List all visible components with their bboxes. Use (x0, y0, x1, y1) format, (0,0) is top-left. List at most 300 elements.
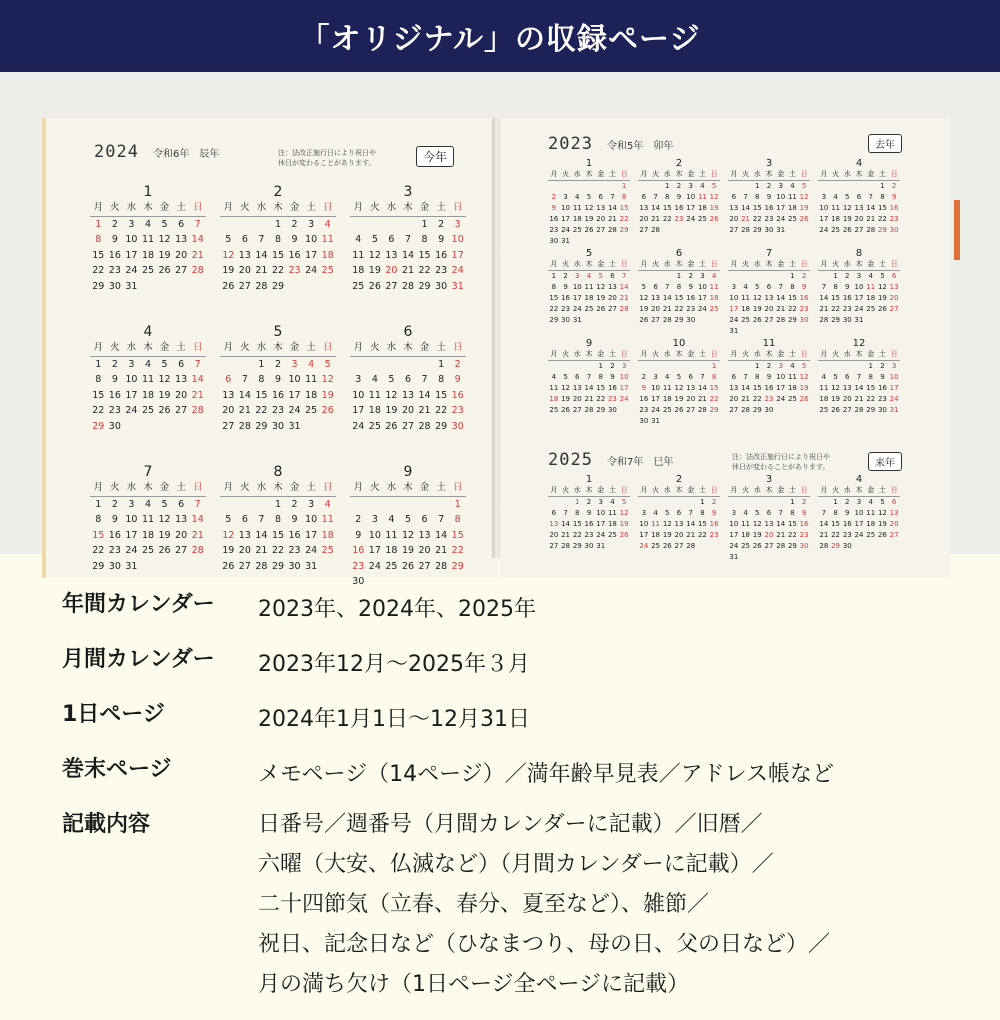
day-cell: 23 (686, 305, 696, 313)
empty-cell (697, 361, 709, 372)
weekday-label: 土 (787, 349, 799, 361)
empty-cell (237, 357, 254, 373)
day-cell: 22 (92, 405, 105, 416)
day-cell: 4 (790, 362, 795, 370)
weekday-label: 水 (661, 485, 673, 497)
day-cell: 20 (238, 545, 251, 556)
month-day-grid (818, 349, 900, 416)
day-cell: 22 (787, 305, 797, 313)
day-cell: 19 (158, 389, 171, 401)
day-cell: 8 (598, 373, 603, 381)
day-cell: 15 (271, 529, 285, 541)
day-cell: 18 (352, 265, 365, 276)
day-cell: 21 (819, 531, 829, 539)
day-cell: 6 (653, 283, 658, 291)
day-cell: 2 (880, 362, 885, 370)
day-cell: 15 (877, 204, 887, 212)
day-cell: 9 (291, 514, 298, 525)
day-cell: 10 (288, 374, 301, 385)
weekday-label: 月 (350, 340, 367, 357)
day-cell: 6 (598, 193, 603, 201)
month-day-grid (548, 349, 630, 416)
day-cell: 7 (621, 272, 627, 280)
weekday-label: 月 (548, 485, 560, 497)
weekday-label: 土 (877, 349, 889, 361)
day-cell: 4 (700, 182, 705, 190)
day-cell: 13 (686, 384, 696, 392)
empty-cell (661, 361, 673, 372)
empty-cell (751, 271, 763, 282)
day-cell: 30 (799, 316, 809, 324)
day-cell: 25 (572, 226, 582, 234)
month-day-grid (818, 259, 900, 326)
day-cell: 23 (889, 215, 899, 223)
month-day-grid (728, 169, 810, 236)
weekday-label: 水 (661, 259, 673, 271)
day-cell: 18 (787, 384, 797, 392)
day-cell: 22 (596, 395, 606, 403)
weekday-label: 月 (638, 259, 650, 271)
day-cell: 10 (651, 384, 661, 392)
day-cell: 13 (842, 384, 852, 392)
day-cell: 5 (621, 498, 627, 506)
day-cell: 27 (729, 406, 739, 414)
day-cell: 21 (255, 545, 268, 556)
era-label-2023: 令和5年 卯年 (606, 141, 674, 152)
day-cell: 30 (799, 542, 809, 550)
month-number: 4 (143, 324, 153, 340)
day-cell: 25 (787, 215, 797, 223)
day-cell: 24 (639, 542, 649, 550)
weekday-label: 土 (787, 259, 799, 271)
day-cell: 22 (572, 531, 582, 539)
day-cell: 8 (700, 509, 705, 517)
day-cell: 21 (561, 531, 571, 539)
day-cell: 31 (305, 560, 318, 572)
day-cell: 12 (222, 249, 235, 261)
day-cell: 25 (305, 405, 318, 416)
day-cell: 22 (271, 265, 285, 276)
day-cell: 27 (651, 316, 661, 324)
day-cell: 6 (225, 374, 232, 385)
day-cell: 7 (241, 374, 248, 385)
day-cell: 2 (610, 362, 615, 370)
month-calendar (220, 324, 336, 434)
day-cell: 30 (108, 420, 121, 432)
day-cell: 30 (108, 280, 121, 292)
empty-cell (818, 181, 830, 192)
day-cell: 18 (321, 529, 334, 541)
day-cell: 4 (868, 498, 873, 506)
day-cell: 5 (801, 182, 807, 190)
weekday-label: 月 (548, 169, 560, 181)
day-cell: 3 (128, 358, 135, 370)
weekday-label: 火 (740, 169, 752, 181)
weekday-label: 土 (433, 340, 450, 357)
day-cell: 29 (271, 280, 285, 292)
day-cell: 12 (561, 384, 571, 392)
day-cell: 30 (561, 316, 571, 324)
day-cell: 20 (596, 215, 606, 223)
day-cell: 24 (288, 405, 301, 416)
day-cell: 29 (831, 542, 841, 550)
month-number: 3 (765, 158, 773, 169)
day-cell: 25 (831, 226, 841, 234)
day-cell: 21 (741, 215, 751, 223)
day-cell: 12 (799, 373, 809, 381)
day-cell: 2 (766, 362, 772, 370)
weekday-label: 土 (877, 259, 889, 271)
spec-label: 巻末ページ (62, 757, 172, 782)
day-cell: 9 (845, 509, 850, 517)
weekday-label: 月 (818, 169, 830, 181)
day-cell: 4 (711, 272, 717, 280)
empty-cell (595, 181, 607, 192)
day-cell: 16 (889, 204, 899, 212)
day-cell: 10 (854, 283, 864, 291)
weekday-label: 木 (583, 259, 595, 271)
day-cell: 23 (108, 405, 121, 416)
day-cell: 5 (845, 193, 850, 201)
weekday-label: 土 (173, 340, 190, 357)
weekday-label: 土 (697, 485, 709, 497)
empty-cell (661, 497, 673, 508)
month-number: 6 (675, 248, 683, 259)
weekday-label: 日 (798, 259, 810, 271)
day-cell: 16 (877, 384, 887, 392)
day-cell: 1 (575, 498, 580, 506)
day-cell: 19 (619, 520, 629, 528)
weekday-label: 木 (853, 349, 865, 361)
weekday-label: 金 (156, 480, 173, 497)
day-cell: 25 (549, 406, 559, 414)
day-cell: 24 (305, 545, 318, 556)
day-cell: 11 (368, 389, 381, 401)
day-cell: 13 (889, 509, 899, 517)
day-cell: 6 (731, 373, 737, 381)
day-cell: 27 (607, 305, 617, 313)
day-cell: 20 (729, 215, 739, 223)
day-cell: 25 (352, 280, 365, 292)
day-cell: 8 (868, 373, 873, 381)
day-cell: 21 (191, 389, 204, 401)
weekday-label: 火 (107, 480, 124, 497)
day-cell: 17 (572, 294, 582, 302)
weekday-label: 月 (350, 200, 367, 217)
weekday-label: 水 (841, 169, 853, 181)
day-cell: 21 (741, 395, 751, 403)
empty-cell (400, 217, 417, 233)
weekday-label: 月 (220, 340, 237, 357)
day-cell: 16 (435, 249, 448, 261)
day-cell: 25 (866, 531, 876, 539)
empty-cell (638, 497, 650, 508)
empty-cell (740, 181, 752, 192)
weekday-label: 金 (685, 259, 697, 271)
empty-cell (383, 497, 400, 513)
day-cell: 25 (607, 531, 617, 539)
day-cell: 8 (880, 193, 885, 201)
day-cell: 13 (175, 514, 188, 525)
weekday-label: 月 (818, 485, 830, 497)
weekday-label: 日 (618, 259, 630, 271)
day-cell: 5 (755, 283, 760, 291)
weekday-label: 月 (638, 169, 650, 181)
month-day-grid (90, 200, 206, 294)
day-cell: 28 (191, 545, 204, 556)
day-cell: 20 (175, 249, 188, 261)
empty-cell (383, 357, 400, 373)
day-cell: 13 (238, 249, 251, 261)
day-cell: 27 (764, 542, 774, 550)
empty-cell (650, 181, 662, 192)
day-cell: 5 (161, 218, 168, 230)
day-cell: 9 (766, 373, 772, 381)
weekday-label: 土 (877, 485, 889, 497)
day-cell: 1 (438, 358, 445, 370)
day-cell: 11 (141, 514, 155, 525)
day-cell: 19 (877, 520, 887, 528)
day-cell: 1 (880, 182, 885, 190)
day-cell: 1 (95, 358, 102, 370)
day-cell: 8 (621, 193, 627, 201)
day-cell: 4 (665, 373, 670, 381)
day-cell: 28 (741, 226, 751, 234)
day-cell: 29 (418, 280, 431, 292)
day-cell: 26 (709, 215, 719, 223)
empty-cell (560, 497, 572, 508)
day-cell: 7 (258, 234, 265, 245)
day-cell: 8 (421, 234, 428, 245)
weekday-label: 火 (560, 349, 572, 361)
day-cell: 2 (801, 498, 807, 506)
day-cell: 28 (819, 542, 829, 550)
day-cell: 21 (191, 249, 204, 261)
month-calendar (548, 474, 630, 552)
day-cell: 25 (787, 395, 797, 403)
day-cell: 8 (833, 283, 838, 291)
day-cell: 3 (821, 193, 827, 201)
day-cell: 25 (368, 420, 381, 432)
day-cell: 12 (158, 374, 171, 385)
day-cell: 4 (388, 514, 395, 525)
day-cell: 26 (561, 406, 571, 414)
day-cell: 8 (833, 509, 838, 517)
month-day-grid (728, 259, 810, 337)
day-cell: 10 (729, 520, 739, 528)
weekday-label: 日 (449, 200, 466, 217)
day-cell: 18 (831, 215, 841, 223)
weekday-label: 金 (286, 340, 303, 357)
day-cell: 17 (729, 531, 739, 539)
weekday-label: 水 (123, 480, 140, 497)
day-cell: 10 (561, 204, 571, 212)
month-calendar (350, 464, 466, 590)
month-day-grid (728, 485, 810, 563)
day-cell: 3 (891, 362, 897, 370)
day-cell: 7 (778, 509, 783, 517)
weekday-label: 土 (697, 349, 709, 361)
empty-cell (638, 361, 650, 372)
weekday-label: 木 (140, 200, 157, 217)
day-cell: 25 (584, 305, 594, 313)
day-cell: 31 (596, 542, 606, 550)
day-cell: 4 (144, 218, 152, 230)
day-cell: 31 (889, 406, 899, 414)
day-cell: 30 (288, 560, 301, 572)
spec-row-daily (62, 700, 834, 740)
day-cell: 26 (368, 280, 381, 292)
year-label-2023: 2023 (548, 134, 593, 154)
day-cell: 14 (435, 529, 448, 541)
day-cell: 9 (355, 529, 362, 541)
day-cell: 2 (711, 498, 717, 506)
weekday-label: 金 (416, 340, 433, 357)
day-cell: 23 (549, 226, 559, 234)
day-cell: 15 (787, 520, 797, 528)
weekday-label: 水 (383, 200, 400, 217)
day-cell: 20 (572, 395, 582, 403)
day-cell: 3 (700, 272, 705, 280)
empty-cell (571, 181, 583, 192)
weekday-label: 土 (173, 200, 190, 217)
day-cell: 9 (688, 283, 693, 291)
day-cell: 13 (401, 389, 415, 401)
day-cell: 9 (845, 283, 850, 291)
day-cell: 6 (388, 234, 395, 245)
month-day-grid (220, 340, 336, 434)
day-cell: 12 (584, 204, 594, 212)
day-cell: 10 (125, 374, 138, 385)
day-cell: 23 (799, 531, 809, 539)
day-cell: 23 (584, 531, 594, 539)
day-cell: 18 (572, 215, 582, 223)
weekday-label: 火 (367, 480, 384, 497)
day-cell: 5 (801, 362, 807, 370)
era-label-2025: 令和7年 巳年 (606, 457, 674, 468)
day-cell: 22 (451, 545, 464, 556)
day-cell: 16 (288, 529, 301, 541)
year-header (94, 142, 219, 162)
day-cell: 31 (651, 417, 661, 425)
weekday-label: 金 (156, 200, 173, 217)
month-day-grid (90, 340, 206, 434)
weekday-label: 金 (775, 169, 787, 181)
day-cell: 26 (877, 531, 887, 539)
day-cell: 7 (194, 498, 201, 510)
day-cell: 31 (729, 553, 739, 561)
day-cell: 20 (764, 531, 774, 539)
day-cell: 13 (596, 204, 606, 212)
weekday-label: 土 (607, 485, 619, 497)
day-cell: 28 (255, 560, 268, 572)
day-cell: 15 (752, 384, 762, 392)
weekday-label: 木 (763, 485, 775, 497)
day-cell: 27 (729, 226, 739, 234)
day-cell: 16 (674, 204, 684, 212)
day-cell: 12 (799, 193, 809, 201)
day-cell: 3 (856, 272, 862, 280)
day-cell: 23 (607, 395, 617, 403)
weekday-label: 木 (270, 340, 287, 357)
weekday-label: 日 (708, 349, 720, 361)
day-cell: 13 (729, 204, 739, 212)
day-cell: 1 (790, 498, 795, 506)
day-cell: 28 (697, 406, 707, 414)
day-cell: 3 (731, 283, 737, 291)
day-cell: 31 (561, 237, 571, 245)
day-cell: 2 (274, 358, 282, 370)
day-cell: 15 (674, 294, 684, 302)
day-cell: 13 (549, 520, 559, 528)
day-cell: 30 (686, 316, 696, 324)
day-cell: 23 (561, 305, 571, 313)
weekday-label: 木 (673, 485, 685, 497)
day-cell: 24 (854, 531, 864, 539)
day-cell: 19 (385, 405, 398, 416)
month-number: 7 (765, 248, 773, 259)
empty-cell (830, 361, 842, 372)
day-cell: 21 (435, 545, 448, 556)
day-cell: 22 (255, 405, 268, 416)
weekday-label: 土 (787, 485, 799, 497)
day-cell: 22 (752, 215, 762, 223)
day-cell: 15 (418, 249, 431, 261)
day-cell: 8 (790, 283, 795, 291)
this-year-tag: 今年 (416, 146, 454, 167)
month-day-grid (638, 259, 720, 326)
day-cell: 14 (607, 204, 617, 212)
day-cell: 2 (801, 272, 807, 280)
weekday-label: 水 (571, 169, 583, 181)
day-cell: 5 (676, 373, 682, 381)
day-cell: 20 (238, 265, 251, 276)
day-cell: 13 (729, 384, 739, 392)
day-cell: 13 (889, 283, 899, 291)
day-cell: 30 (607, 406, 617, 414)
day-cell: 15 (866, 384, 876, 392)
day-cell: 13 (674, 520, 684, 528)
day-cell: 27 (889, 531, 899, 539)
day-cell: 13 (418, 529, 431, 541)
day-cell: 30 (764, 406, 774, 414)
weekday-label: 火 (237, 200, 254, 217)
day-cell: 24 (686, 215, 696, 223)
day-cell: 11 (866, 509, 876, 517)
spec-label: 1日ページ (62, 702, 165, 727)
day-cell: 29 (877, 226, 887, 234)
day-cell: 22 (271, 545, 285, 556)
day-cell: 15 (752, 204, 762, 212)
day-cell: 29 (572, 542, 582, 550)
day-cell: 27 (686, 406, 696, 414)
weekday-label: 木 (583, 169, 595, 181)
weekday-label: 木 (673, 259, 685, 271)
month-calendar (638, 474, 720, 552)
day-cell: 31 (125, 280, 138, 292)
month-number: 8 (855, 248, 863, 259)
day-cell: 15 (92, 529, 105, 541)
empty-cell (253, 217, 270, 233)
day-cell: 23 (877, 395, 887, 403)
day-cell: 27 (175, 265, 188, 276)
day-cell: 1 (676, 272, 682, 280)
day-cell: 17 (368, 545, 381, 556)
month-calendar (548, 248, 630, 326)
month-calendar (638, 158, 720, 236)
day-cell: 21 (866, 215, 876, 223)
day-cell: 15 (549, 294, 559, 302)
